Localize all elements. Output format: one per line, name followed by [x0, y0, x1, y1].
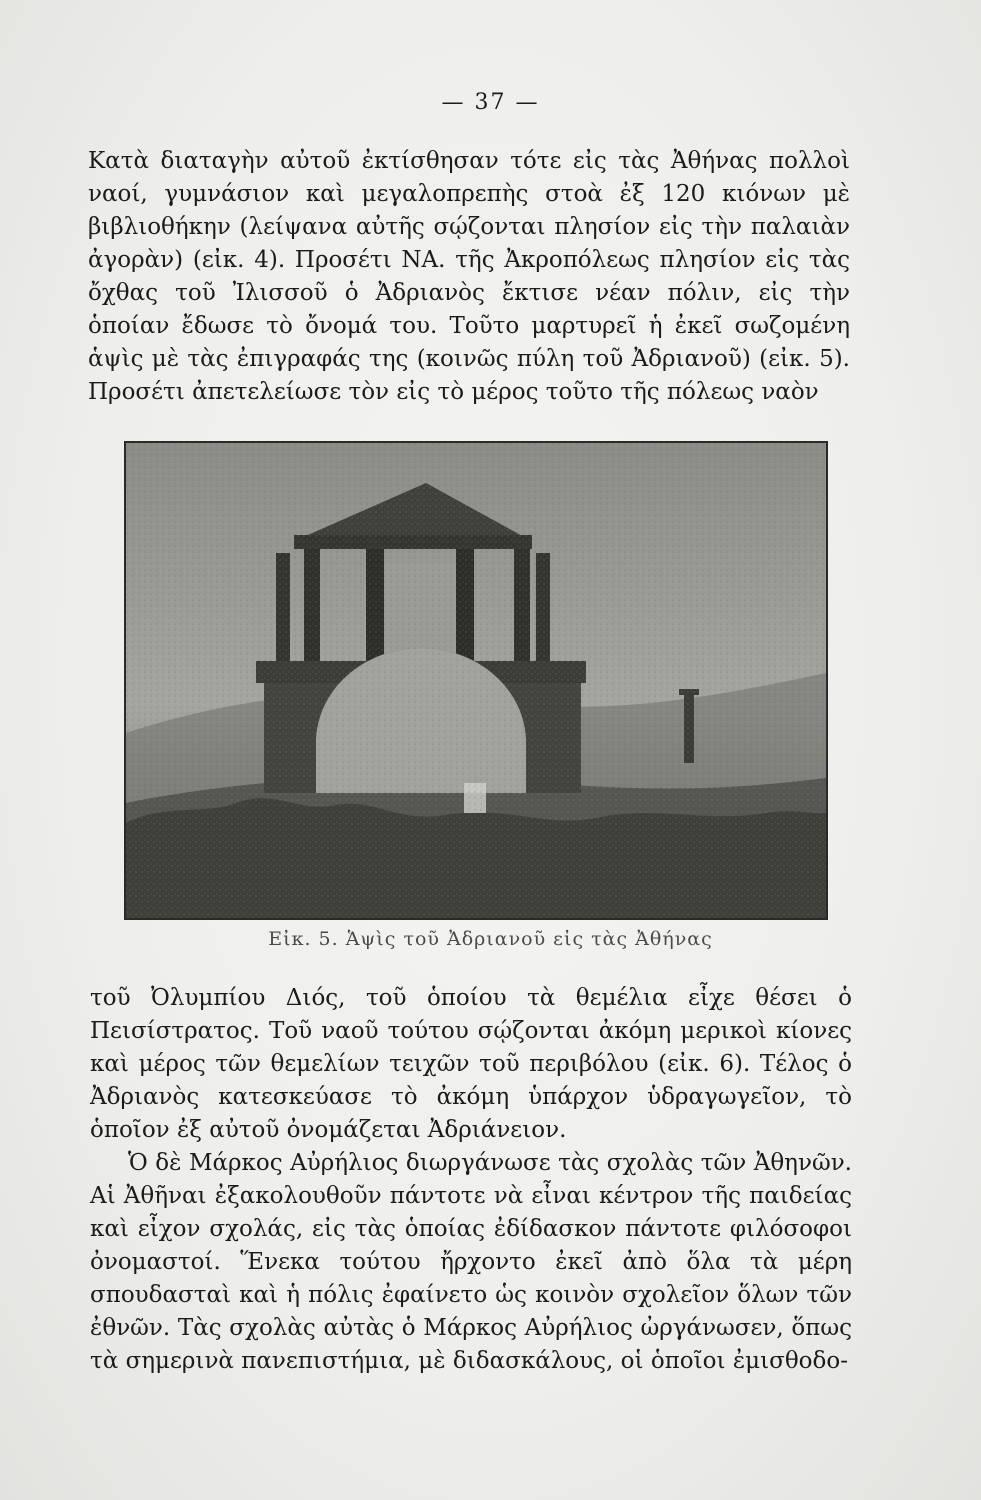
page-number: — 37 — — [441, 90, 540, 115]
paragraph: Ὁ δὲ Μάρκος Αὐρήλιος διωργάνωσε τὰς σχολὰς τῶν Ἀθηνῶν. Αἱ Ἀθῆναι ἐξακολουθοῦν πάντοτε νὰ εἶναι κέντρον τῆς παιδείας καὶ εἶχον σχολάς, εἰς τὰς ὁποίας ἐδίδασκον πάντοτε φιλόσοφοι ὀνομαστοί. Ἕνεκα τούτου ἤρχοντο ἐκεῖ ἀπὸ ὅλα τὰ μέρη σπουδασταὶ καὶ ἡ πόλις ἐφαίνετο ὡς κοινὸν σχολεῖον ὅλων τῶν ἐθνῶν. Τὰς σχολὰς αὐτὰς ὁ Μάρκος Αὐρήλιος ὠργάνωσεν, ὅπως τὰ σημερινὰ πανεπιστήμια, μὲ διδασκάλους, οἱ ὁποῖοι ἐμισθοδο- — [90, 1150, 852, 1374]
paragraph: τοῦ Ὀλυμπίου Διός, τοῦ ὁποίου τὰ θεμέλια εἶχε θέσει ὁ Πεισίστρατος. Τοῦ ναοῦ τούτου σῴζονται ἀκόμη μερικοὶ κίονες καὶ μέρος τῶν θεμελίων τειχῶν τοῦ περιβόλου (εἰκ. 6). Τέλος ὁ Ἀδριανὸς κατεσκεύασε τὸ ἀκόμη ὑπάρχον ὑδραγωγεῖον, τὸ ὁποῖον ἐξ αὐτοῦ ὀνομάζεται Ἀδριάνειον. — [90, 985, 852, 1143]
text-block-bottom — [90, 982, 852, 1378]
paragraph: Κατὰ διαταγὴν αὐτοῦ ἐκτίσθησαν τότε εἰς τὰς Ἀθήνας πολλοὶ ναοί, γυμνάσιον καὶ μεγαλοπρεπὴς στοὰ ἐξ 120 κιόνων μὲ βιβλιοθήκην (λείψανα αὐτῆς σῴζονται πλησίον εἰς τὴν παλαιὰν ἀγορὰν) (εἰκ. 4). Προσέτι ΝΑ. τῆς Ἀκροπόλεως πλησίον εἰς τὰς ὄχθας τοῦ Ἰλισσοῦ ὁ Ἀδριανὸς ἔκτισε νέαν πόλιν, εἰς τὴν ὁποίαν ἔδωσε τὸ ὄνομά του. Τοῦτο μαρτυρεῖ ἡ ἐκεῖ σωζομένη ἁψὶς μὲ τὰς ἐπιγραφάς της (κοινῶς πύλη τοῦ Ἀδριανοῦ) (εἰκ. 5). Προσέτι ἀπετελείωσε τὸν εἰς τὸ μέρος τοῦτο τῆς πόλεως ναὸν — [88, 148, 850, 405]
text-block-top — [88, 145, 850, 409]
arch-photo-illustration — [126, 443, 826, 918]
figure-caption: Εἰκ. 5. Ἁψὶς τοῦ Ἀδριανοῦ εἰς τὰς Ἀθήνας — [268, 928, 713, 950]
figure-photo-arch-of-hadrian — [124, 441, 828, 920]
